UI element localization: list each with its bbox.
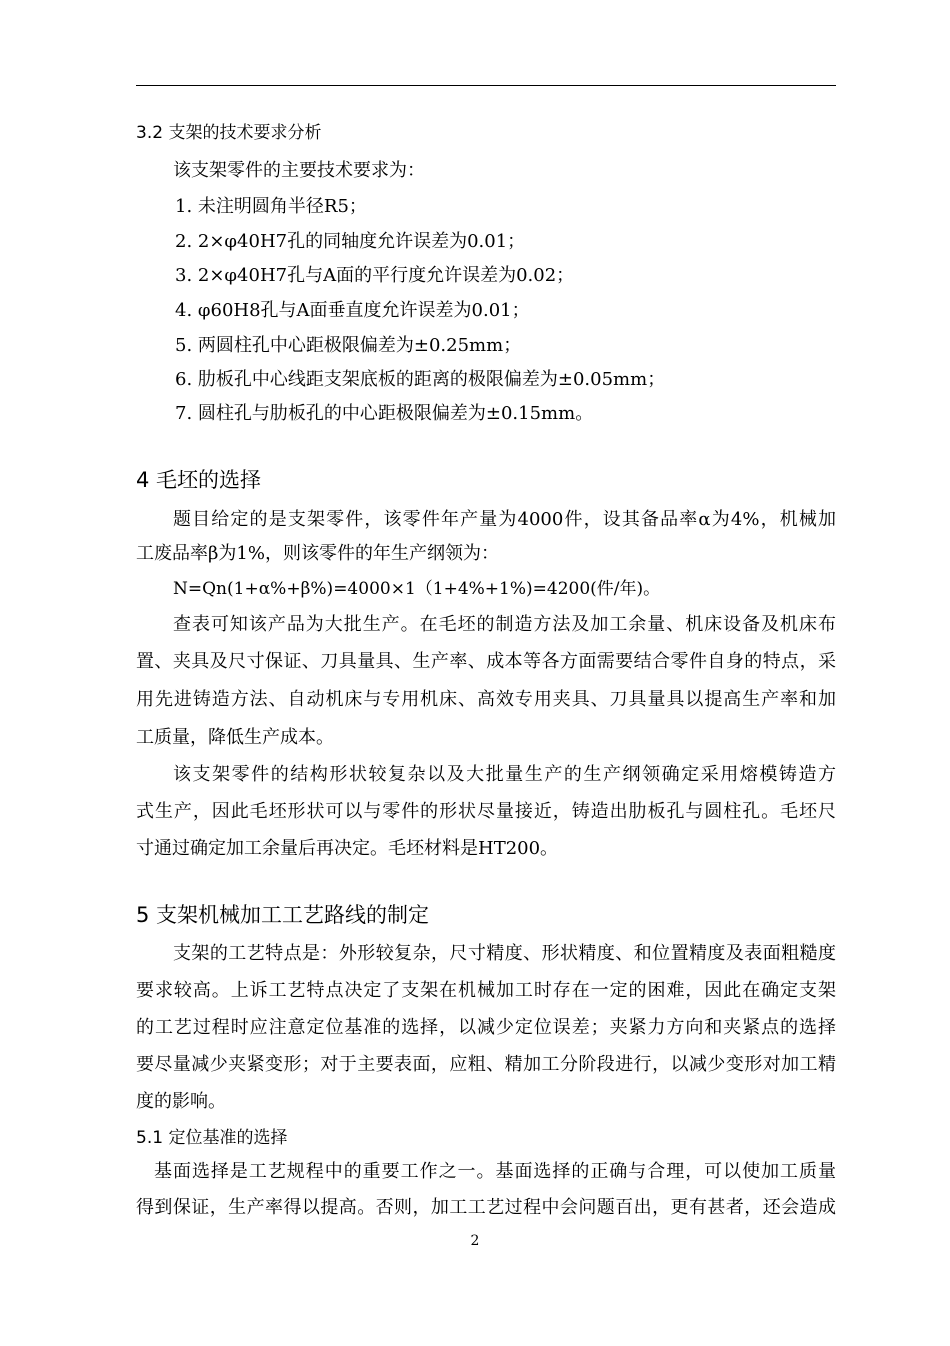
section-4-paragraph-line: 用先进铸造方法、自动机床与专用机床、高效专用夹具、刀具量具以提高生产率和加 bbox=[136, 689, 836, 710]
header-rule bbox=[136, 85, 836, 86]
section-5-1-paragraph-line: 基面选择是工艺规程中的重要工作之一。基面选择的正确与合理，可以使加工质量 bbox=[154, 1161, 836, 1182]
section-4-heading: 4 毛坯的选择 bbox=[136, 468, 262, 492]
requirement-item-3: 3. 2×φ40H7孔与A面的平行度允许误差为0.02； bbox=[175, 265, 575, 286]
section-4-paragraph-line: 查表可知该产品为大批生产。在毛坯的制造方法及加工余量、机床设备及机床布 bbox=[173, 614, 836, 635]
section-3-2-heading: 3.2 支架的技术要求分析 bbox=[136, 123, 322, 143]
requirement-item-7: 7. 圆柱孔与肋板孔的中心距极限偏差为±0.15mm。 bbox=[175, 403, 594, 424]
section-5-paragraph-line: 要求较高。上诉工艺特点决定了支架在机械加工时存在一定的困难，因此在确定支架 bbox=[136, 980, 836, 1001]
section-5-paragraph-line: 度的影响。 bbox=[136, 1091, 226, 1112]
section-5-paragraph-line: 要尽量减少夹紧变形；对于主要表面，应粗、精加工分阶段进行，以减少变形对加工精 bbox=[136, 1054, 836, 1075]
requirement-item-4: 4. φ60H8孔与A面垂直度允许误差为0.01； bbox=[175, 300, 530, 321]
section-5-paragraph-line: 支架的工艺特点是：外形较复杂，尺寸精度、形状精度、和位置精度及表面粗糙度 bbox=[173, 943, 836, 964]
requirement-item-2: 2. 2×φ40H7孔的同轴度允许误差为0.01； bbox=[175, 231, 526, 252]
section-4-paragraph-line: 该支架零件的结构形状较复杂以及大批量生产的生产纲领确定采用熔模铸造方 bbox=[173, 764, 836, 785]
production-formula: N=Qn(1+α%+β%)=4000×1（1+4%+1%)=4200(件/年)。 bbox=[173, 579, 661, 599]
section-5-heading: 5 支架机械加工工艺路线的制定 bbox=[136, 903, 430, 927]
section-4-paragraph-line: 工质量，降低生产成本。 bbox=[136, 727, 334, 748]
section-4-paragraph-line: 题目给定的是支架零件，该零件年产量为4000件，设其备品率α为4%，机械加 bbox=[173, 509, 836, 530]
section-4-paragraph-line: 工废品率β为1%，则该零件的年生产纲领为： bbox=[136, 543, 499, 564]
section-4-paragraph-line: 置、夹具及尺寸保证、刀具量具、生产率、成本等各方面需要结合零件自身的特点，采 bbox=[136, 651, 836, 672]
requirement-item-1: 1. 未注明圆角半径R5； bbox=[175, 196, 367, 217]
section-3-2-intro: 该支架零件的主要技术要求为： bbox=[173, 160, 425, 181]
section-5-1-paragraph-line: 得到保证，生产率得以提高。否则，加工工艺过程中会问题百出，更有甚者，还会造成 bbox=[136, 1197, 836, 1218]
requirement-item-6: 6. 肋板孔中心线距支架底板的距离的极限偏差为±0.05mm； bbox=[175, 369, 666, 390]
requirement-item-5: 5. 两圆柱孔中心距极限偏差为±0.25mm； bbox=[175, 335, 522, 356]
section-5-1-heading: 5.1 定位基准的选择 bbox=[136, 1128, 288, 1148]
section-5-paragraph-line: 的工艺过程时应注意定位基准的选择，以减少定位误差；夹紧力方向和夹紧点的选择 bbox=[136, 1017, 836, 1038]
page-number: 2 bbox=[470, 1233, 480, 1249]
section-4-paragraph-line: 式生产，因此毛坯形状可以与零件的形状尽量接近，铸造出肋板孔与圆柱孔。毛坯尺 bbox=[136, 801, 836, 822]
section-4-paragraph-line: 寸通过确定加工余量后再决定。毛坯材料是HT200。 bbox=[136, 838, 559, 859]
